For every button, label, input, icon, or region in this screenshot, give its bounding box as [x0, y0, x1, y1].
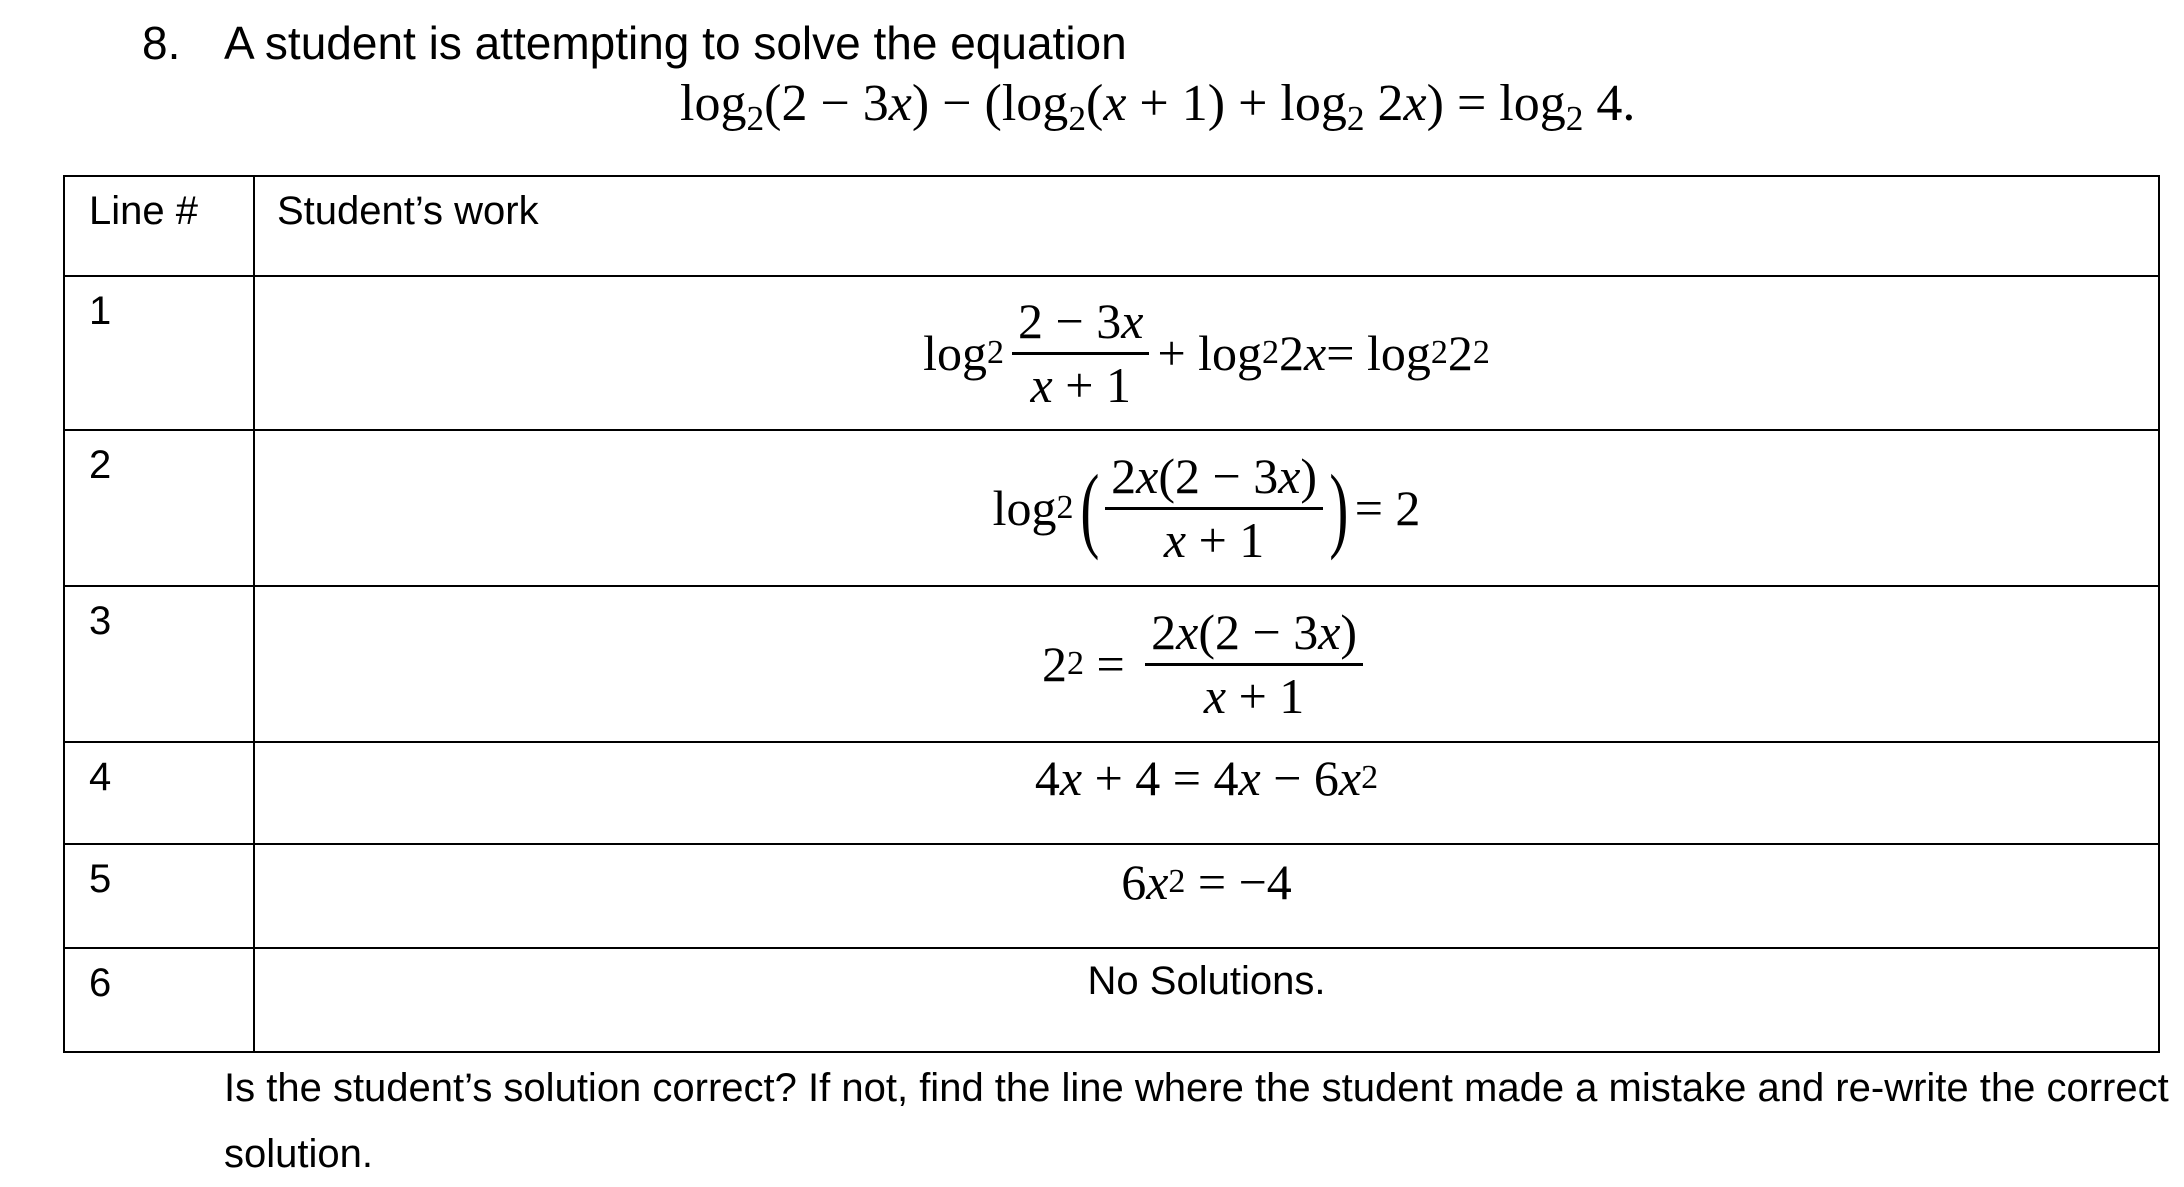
student-work-table [63, 175, 2160, 1053]
follow-up-question: Is the student’s solution correct? If not, find the line where the student made a mistake and re-write the correct solution. [224, 1066, 2169, 1176]
work-line-2: log 2 ( $\frac{2x(2 - 3x)}{x + 1}$ ) = 2 [254, 430, 2159, 586]
table-row [64, 430, 2159, 586]
table-row [64, 586, 2159, 742]
table-row [64, 844, 2159, 948]
table-row [64, 948, 2159, 1052]
header-student-work: Student’s work [254, 176, 2159, 276]
line-number: 1 [64, 276, 254, 430]
line-number: 2 [64, 430, 254, 586]
line-number: 3 [64, 586, 254, 742]
table-header-row [64, 176, 2159, 276]
line-number: 5 [64, 844, 254, 948]
table-row [64, 742, 2159, 844]
question-text: A student is attempting to solve the equation [224, 17, 1127, 69]
header-line-number: Line # [64, 176, 254, 276]
line-number: 4 [64, 742, 254, 844]
work-line-6: No Solutions. [254, 948, 2159, 1052]
question-number: 8. [142, 17, 181, 69]
left-paren: ( [1079, 454, 1099, 561]
work-line-5: 6 x 2 = −4 [254, 844, 2159, 948]
fraction: $\frac{2x(2 - 3x)}{x + 1}$ [1105, 450, 1323, 566]
work-line-1: log 2 $\frac{2 - 3x}{x + 1}$ + log 2 2 x = log 2 2 2 [254, 276, 2159, 430]
work-line-4: 4 x + 4 = 4 x − 6 x 2 [254, 742, 2159, 844]
line-number: 6 [64, 948, 254, 1052]
given-equation: $\log_2(2 - 3x) - (\log_2(x + 1) + \log_2 2x) = \log_2 4$. [680, 75, 1636, 138]
fraction: $\frac{2 - 3x}{x + 1}$ [1012, 295, 1149, 411]
eq-base-1: 2 [746, 97, 765, 138]
work-line-3: 2 2 = $\frac{2x(2 - 3x)}{x + 1}$ [254, 586, 2159, 742]
fraction: $\frac{2x(2 - 3x)}{x + 1}$ [1145, 606, 1363, 722]
table-row [64, 276, 2159, 430]
right-paren: ) [1329, 454, 1349, 561]
